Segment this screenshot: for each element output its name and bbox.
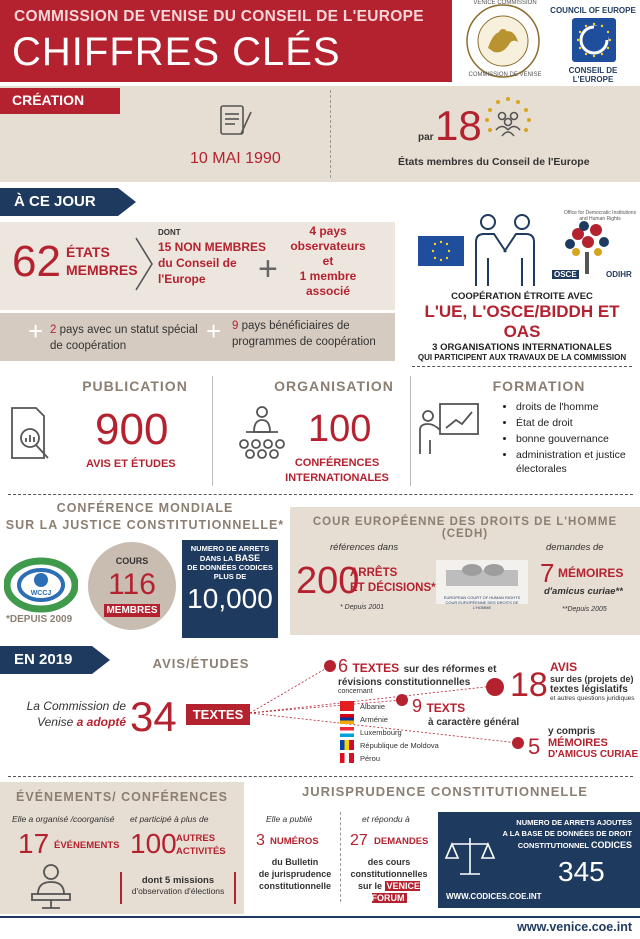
codices-3: BASE bbox=[235, 553, 261, 563]
six-num: 6 bbox=[338, 656, 349, 676]
creation-date: 10 MAI 1990 bbox=[190, 150, 281, 167]
juris-divider bbox=[340, 812, 341, 902]
bulletin-3: constitutionnelle bbox=[259, 881, 331, 891]
cedh-count-right: 7 bbox=[540, 558, 555, 588]
missions-1: dont 5 missions bbox=[141, 875, 215, 886]
box-1: NUMERO DE ARRETS AJOUTES bbox=[516, 818, 632, 827]
juris-title: JURISPRUDENCE CONSTITUTIONNELLE bbox=[302, 784, 588, 799]
courts-1: des cours bbox=[367, 857, 411, 867]
formation-item: • bonne gouvernance bbox=[516, 432, 634, 446]
forum-pill: VENICE FORUM bbox=[371, 881, 421, 903]
footer-url[interactable]: www.venice.coe.int bbox=[517, 920, 632, 934]
codices-added-box bbox=[438, 812, 640, 908]
peru-flag-icon bbox=[340, 753, 354, 763]
members-label-1: ÉTATS bbox=[66, 244, 110, 260]
nine-num: 9 bbox=[412, 696, 423, 716]
creation-label: CRÉATION bbox=[12, 92, 85, 108]
six-dot bbox=[324, 660, 336, 672]
coop-3: 3 ORGANISATIONS INTERNATIONALES bbox=[432, 342, 612, 353]
codices-1: NUMERO DE ARRETS bbox=[190, 544, 270, 553]
org-count: 17 bbox=[18, 828, 50, 859]
header-title-line1: COMMISSION DE VENISE DU CONSEIL DE L'EUROPE bbox=[14, 8, 424, 25]
nine-text: à caractère général bbox=[428, 717, 520, 728]
non-members-2: du Conseil de bbox=[158, 256, 237, 270]
part-label: et participé à plus de bbox=[130, 814, 209, 824]
replied-label: et répondu à bbox=[362, 814, 410, 824]
bulletin-1: du Bulletin bbox=[271, 857, 319, 867]
eighteen-num: 18 bbox=[510, 666, 548, 704]
box-3: CONSTITUTIONNEL bbox=[517, 841, 589, 850]
formation-item: • État de droit bbox=[516, 416, 634, 430]
albania-flag-icon bbox=[340, 701, 354, 711]
benef-text2: programmes de coopération bbox=[232, 336, 376, 348]
five-text-1: y compris bbox=[548, 726, 596, 737]
commission-3: a adopté bbox=[76, 715, 126, 729]
courts-label: COURS bbox=[115, 556, 149, 566]
observers-1: 4 pays bbox=[309, 224, 347, 238]
cedh-count-left: 200 bbox=[296, 560, 360, 602]
avis-title: AVIS/ÉTUDES bbox=[152, 656, 250, 671]
country-name: Luxembourg bbox=[360, 728, 402, 737]
box-count: 345 bbox=[558, 856, 605, 887]
organisation-label-2: INTERNATIONALES bbox=[285, 472, 389, 484]
header-title-line2: CHIFFRES CLÉS bbox=[12, 30, 341, 74]
cedh-left-label-1: ARRÊTS bbox=[350, 567, 398, 579]
courts-row bbox=[342, 880, 436, 904]
country-name: République de Moldova bbox=[360, 741, 439, 750]
country-name: Albanie bbox=[360, 702, 386, 711]
six-text-3: concernant bbox=[338, 688, 373, 695]
eighteen-text-2: textes législatifs bbox=[550, 684, 628, 695]
coop-2: L'UE, L'OSCE/BIDDH ET OAS bbox=[424, 302, 620, 341]
special-text2: de coopération bbox=[50, 340, 127, 352]
eighteen-text-3: et autres questions juridiques bbox=[550, 695, 635, 702]
events-title: ÉVÉNEMENTS/ CONFÉRENCES bbox=[16, 790, 228, 804]
part-count: 100 bbox=[130, 828, 177, 859]
box-row bbox=[518, 840, 632, 850]
odihr-logo: ODIHR bbox=[606, 270, 632, 279]
nine-block bbox=[412, 696, 522, 728]
formation-title: FORMATION bbox=[492, 378, 586, 394]
country-peru bbox=[340, 752, 480, 765]
cedh-left-label-2: ET DÉCISIONS* bbox=[350, 582, 436, 594]
codices-4: DE DONNÉES CODICES bbox=[187, 563, 273, 572]
codices-count: 10,000 bbox=[187, 583, 273, 614]
cedh-since-left: * Depuis 2001 bbox=[340, 604, 384, 611]
country-name: Arménie bbox=[360, 715, 388, 724]
observers-3: et bbox=[322, 254, 334, 268]
creation-count-label: États membres du Conseil de l'Europe bbox=[398, 156, 590, 168]
today-label: À CE JOUR bbox=[14, 193, 96, 210]
codices-5: PLUS DE bbox=[213, 572, 247, 581]
coe-logo-text-bottom: CONSEIL DE L'EUROPE bbox=[568, 66, 618, 84]
observers-2: observateurs bbox=[290, 239, 366, 253]
nine-title: TEXTS bbox=[426, 701, 466, 715]
num-count: 3 bbox=[256, 832, 265, 849]
special-num: 2 bbox=[50, 324, 57, 336]
req-label: DEMANDES bbox=[374, 836, 429, 847]
formation-item: • administration et justice électorales bbox=[516, 448, 634, 476]
plus-icon: + bbox=[258, 250, 278, 288]
venice-logo-text-top: VENICE COMMISSION bbox=[473, 0, 537, 6]
luxembourg-flag-icon bbox=[340, 727, 354, 737]
members-label-2: MEMBRES bbox=[66, 262, 138, 278]
wccj-title-2: SUR LA JUSTICE CONSTITUTIONNELLE* bbox=[5, 518, 285, 532]
country-name: Pérou bbox=[360, 754, 381, 763]
cedh-right-label: MÉMOIRES bbox=[558, 566, 624, 580]
missions-2: d'observation d'élections bbox=[131, 886, 225, 896]
six-text-2: révisions constitutionnelles bbox=[338, 677, 471, 688]
speaker-icon bbox=[26, 862, 76, 910]
odihr-arc-text: Office for Democratic Institutions and Human Rights bbox=[563, 210, 637, 222]
publication-label: AVIS ET ÉTUDES bbox=[86, 458, 176, 470]
bulletin bbox=[250, 856, 340, 892]
six-block bbox=[338, 656, 498, 695]
formation-item: • droits de l'homme bbox=[516, 400, 634, 414]
commission-2: Venise bbox=[37, 715, 74, 729]
court-text-1: EUROPEAN COURT OF HUMAN RIGHTS bbox=[443, 595, 521, 600]
published-label: Elle a publié bbox=[266, 814, 313, 824]
box-url: WWW.CODICES.COE.INT bbox=[446, 892, 542, 901]
wccj-logo-text: WCCJ bbox=[30, 590, 52, 597]
six-title: TEXTES bbox=[352, 661, 400, 675]
org-label: Elle a organisé /coorganisé bbox=[12, 814, 115, 824]
courts-text bbox=[342, 856, 436, 904]
six-text-1: sur des réformes et bbox=[403, 664, 497, 675]
scales-icon bbox=[444, 834, 496, 880]
total-count: 34 bbox=[130, 693, 177, 740]
wccj-title-1: CONFÉRENCE MONDIALE bbox=[56, 501, 234, 515]
osce-logo: OSCE bbox=[554, 270, 577, 279]
part-text-2: ACTIVITÉS bbox=[176, 846, 226, 857]
creation-par: par bbox=[418, 132, 434, 143]
non-members-3: l'Europe bbox=[158, 272, 206, 286]
courts-3: sur le bbox=[357, 881, 382, 891]
eighteen-text-1: sur des (projets de) bbox=[550, 674, 634, 684]
organisation-label-1: CONFÉRENCES bbox=[294, 457, 380, 469]
members-pill: MEMBRES bbox=[104, 604, 160, 617]
section-divider-2 bbox=[8, 776, 633, 777]
coop-1: COOPÉRATION ÉTROITE AVEC bbox=[451, 291, 593, 302]
part-text bbox=[176, 832, 226, 858]
benef-num: 9 bbox=[232, 320, 239, 332]
observers-4: 1 membre bbox=[299, 269, 357, 283]
year-label: EN 2019 bbox=[14, 651, 73, 668]
wccj-since: *DEPUIS 2009 bbox=[6, 614, 73, 625]
creation-count: 18 bbox=[435, 102, 482, 149]
observers-5: associé bbox=[305, 284, 351, 298]
court-text-2: COUR EUROPÉENNE DES DROITS DE L'HOMME bbox=[445, 600, 519, 610]
benef-text: pays bénéficiaires de bbox=[238, 320, 350, 332]
part-text-1: AUTRES bbox=[176, 833, 216, 844]
five-dot bbox=[512, 737, 524, 749]
footer-line bbox=[0, 916, 640, 918]
five-text-2: MÉMOIRES bbox=[548, 737, 608, 749]
courts-count: 116 bbox=[108, 568, 156, 601]
cedh-amicus: d'amicus curiae** bbox=[544, 586, 623, 597]
plus-icon-small-2: + bbox=[206, 316, 222, 346]
coop-4: QUI PARTICIPENT AUX TRAVAUX DE LA COMMISSION bbox=[417, 353, 627, 362]
dont-label: DONT bbox=[158, 228, 181, 237]
cedh-title: COUR EUROPÉENNE DES DROITS DE L'HOMME (CEDH) bbox=[312, 516, 618, 540]
textes-pill: TEXTES bbox=[186, 704, 250, 725]
box-4: CODICES bbox=[590, 840, 632, 850]
country-moldova bbox=[340, 739, 480, 752]
organisation-title: ORGANISATION bbox=[274, 378, 394, 394]
num-label: NUMÉROS bbox=[270, 836, 319, 847]
publication-count: 900 bbox=[95, 405, 169, 454]
box-2: A LA BASE DE DONNÉES DE DROIT bbox=[502, 829, 632, 838]
special-text: pays avec un statut spécial bbox=[56, 324, 198, 336]
cedh-since-right: **Depuis 2005 bbox=[562, 606, 607, 613]
bulletin-2: de jurisprudence bbox=[258, 869, 332, 879]
commission-1: La Commission de bbox=[26, 699, 126, 713]
codices-2: DANS LA bbox=[199, 554, 233, 563]
plus-icon-small: + bbox=[28, 316, 44, 346]
req-count: 27 bbox=[350, 832, 368, 849]
organisation-count: 100 bbox=[308, 408, 372, 450]
publication-title: PUBLICATION bbox=[82, 378, 188, 394]
eighteen-block bbox=[550, 660, 640, 702]
courts-2: constitutionnelles bbox=[350, 869, 428, 879]
non-members-1: 15 NON MEMBRES bbox=[158, 240, 267, 254]
five-num: 5 bbox=[528, 734, 541, 759]
cedh-refs: références dans bbox=[330, 542, 399, 553]
armenia-flag-icon bbox=[340, 714, 354, 724]
members-count: 62 bbox=[12, 237, 61, 286]
venice-logo-text-bottom: COMMISSION DE VENISE bbox=[468, 72, 542, 78]
coe-logo-text-top: COUNCIL OF EUROPE bbox=[550, 6, 636, 15]
eighteen-title: AVIS bbox=[550, 660, 578, 674]
cedh-demands: demandes de bbox=[546, 542, 604, 553]
moldova-flag-icon bbox=[340, 740, 354, 750]
missions-box bbox=[120, 872, 236, 904]
five-block bbox=[548, 726, 640, 760]
org-text: ÉVÉNEMENTS bbox=[54, 840, 120, 851]
five-text-3: D'AMICUS CURIAE bbox=[548, 749, 639, 760]
